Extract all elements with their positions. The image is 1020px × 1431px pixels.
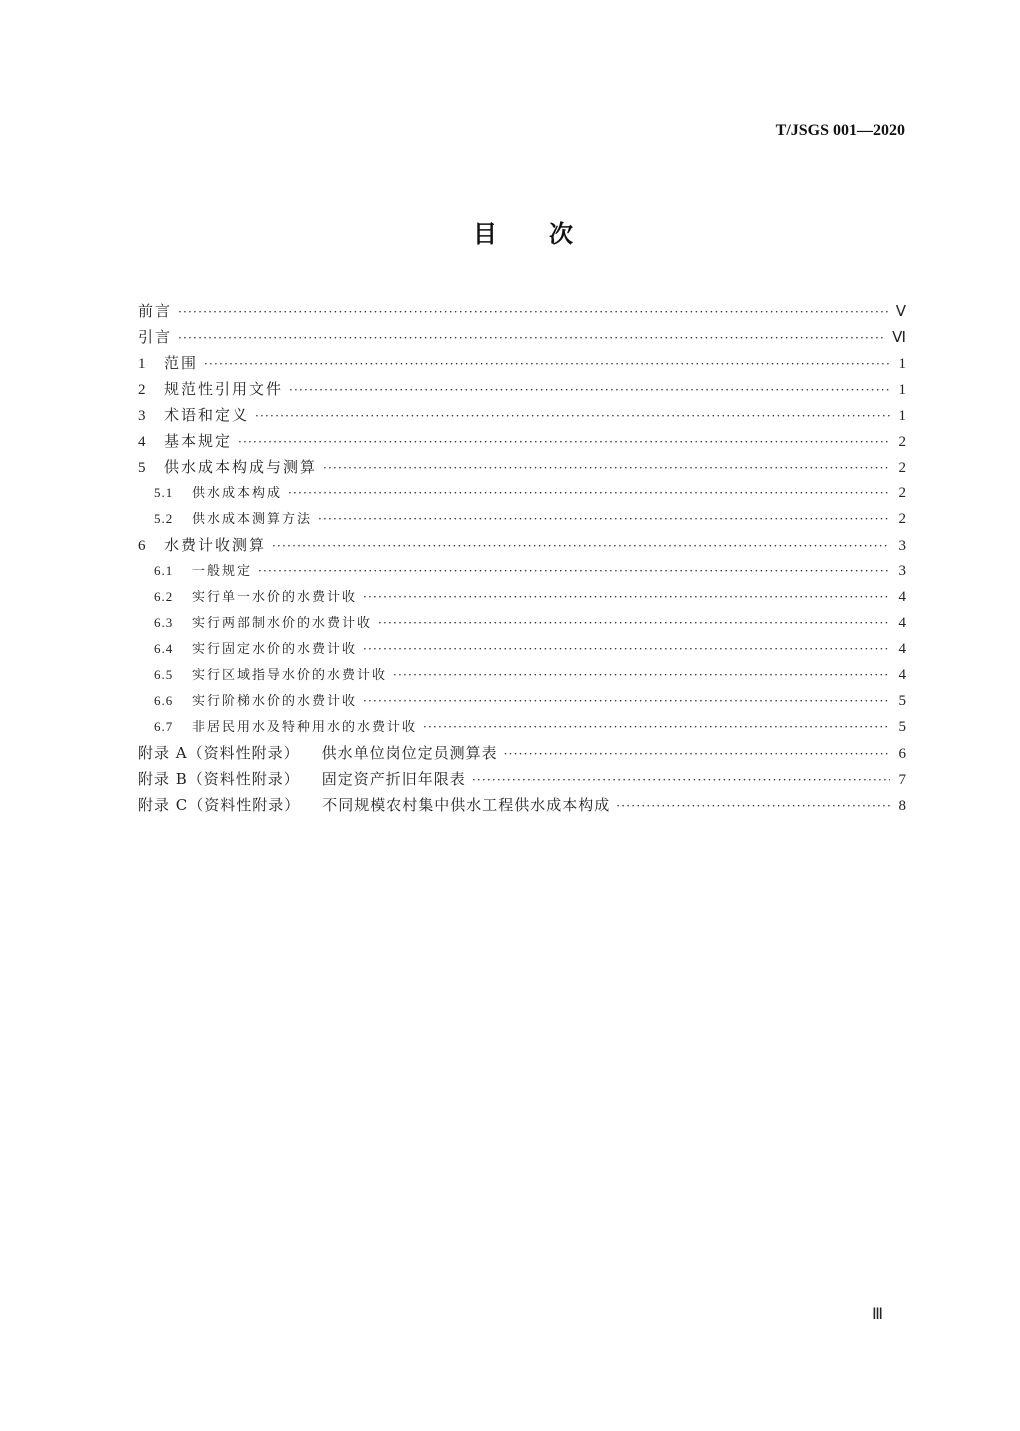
dot-leader [504, 741, 890, 766]
toc-entry-number: 6.3 [154, 615, 174, 630]
toc-entry-page: 5 [898, 719, 906, 735]
toc-entry-label: 供水成本构成 [192, 486, 283, 501]
toc-entry-page: 8 [898, 798, 906, 814]
dot-leader [255, 403, 890, 428]
standard-code: T/JSGS 001—2020 [775, 122, 905, 139]
toc-entry-5-1[interactable] [138, 480, 906, 506]
toc-entry-2[interactable] [138, 376, 906, 402]
toc-entry-foreword[interactable] [138, 298, 906, 324]
toc-entry-label: 实行固定水价的水费计收 [192, 642, 358, 657]
toc-entry-5[interactable] [138, 454, 906, 480]
toc-entry-page: 5 [898, 693, 906, 709]
dot-leader [616, 793, 890, 818]
dot-leader [323, 455, 890, 480]
dot-leader [363, 584, 890, 610]
toc-entry-label: 引言 [138, 328, 173, 346]
toc-entry-page: 4 [898, 615, 906, 631]
toc-entry-label: 不同规模农村集中供水工程供水成本构成 [322, 796, 611, 814]
appendix-prefix: 附录 A（资料性附录） [138, 744, 300, 762]
dot-leader [288, 480, 890, 506]
toc-entry-appendix-c[interactable] [138, 792, 906, 818]
toc-entry-page: Ⅵ [892, 330, 906, 346]
toc-entry-label: 供水成本测算方法 [192, 512, 313, 527]
dot-leader [272, 533, 890, 558]
toc-entry-page: 1 [898, 408, 906, 424]
toc-entry-number: 2 [138, 382, 146, 398]
toc-entry-number: 5.2 [154, 511, 174, 526]
toc-entry-page: 2 [898, 434, 906, 450]
toc-entry-label: 水费计收测算 [164, 536, 267, 554]
toc-entry-6-5[interactable] [138, 662, 906, 688]
toc-entry-label: 一般规定 [192, 564, 253, 579]
dot-leader [289, 377, 890, 402]
appendix-prefix: 附录 C（资料性附录） [138, 796, 301, 814]
toc-entry-1[interactable] [138, 350, 906, 376]
toc-entry-appendix-b[interactable] [138, 766, 906, 792]
toc-entry-4[interactable] [138, 428, 906, 454]
toc-entry-number: 6.1 [154, 563, 174, 578]
toc-entry-label: 前言 [138, 302, 173, 320]
appendix-prefix: 附录 B（资料性附录） [138, 770, 300, 788]
toc-entry-label: 非居民用水及特种用水的水费计收 [192, 720, 418, 735]
toc-entry-number: 1 [138, 356, 146, 372]
toc-entry-label: 规范性引用文件 [164, 380, 284, 398]
page-title [0, 214, 1020, 249]
toc-entry-6-1[interactable] [138, 558, 906, 584]
toc-entry-label: 实行单一水价的水费计收 [192, 590, 358, 605]
toc-entry-page: 6 [898, 746, 906, 762]
dot-leader [472, 767, 890, 792]
toc-entry-number: 3 [138, 408, 146, 424]
dot-leader [363, 636, 890, 662]
toc-entry-6-4[interactable] [138, 636, 906, 662]
toc-entry-number: 5.1 [154, 485, 174, 500]
toc-entry-number: 6.7 [154, 719, 174, 734]
toc-entry-6-7[interactable] [138, 714, 906, 740]
toc-entry-6-6[interactable] [138, 688, 906, 714]
toc-entry-number: 6.6 [154, 693, 174, 708]
dot-leader [318, 506, 890, 532]
toc-entry-page: 2 [898, 511, 906, 527]
toc-entry-5-2[interactable] [138, 506, 906, 532]
toc-entry-6[interactable] [138, 532, 906, 558]
toc-entry-label: 基本规定 [164, 432, 233, 450]
toc-entry-label: 实行两部制水价的水费计收 [192, 616, 373, 631]
toc-entry-number: 4 [138, 434, 146, 450]
toc-entry-page: 4 [898, 589, 906, 605]
toc-entry-label: 术语和定义 [164, 406, 250, 424]
dot-leader [378, 610, 890, 636]
title-char-1: 目 [473, 220, 497, 248]
dot-leader [258, 558, 890, 584]
toc-entry-page: 4 [898, 641, 906, 657]
dot-leader [423, 714, 890, 740]
dot-leader [204, 351, 890, 376]
toc-entry-label: 实行区域指导水价的水费计收 [192, 668, 388, 683]
toc-entry-3[interactable] [138, 402, 906, 428]
toc-entry-page: 2 [898, 460, 906, 476]
table-of-contents [138, 298, 906, 818]
dot-leader [363, 688, 890, 714]
toc-entry-introduction[interactable] [138, 324, 906, 350]
toc-entry-appendix-a[interactable] [138, 740, 906, 766]
dot-leader [393, 662, 890, 688]
toc-entry-page: 1 [898, 356, 906, 372]
toc-entry-label: 供水成本构成与测算 [164, 458, 318, 476]
toc-entry-label: 供水单位岗位定员测算表 [321, 744, 498, 762]
toc-entry-page: Ⅴ [895, 304, 906, 320]
toc-entry-page: 1 [898, 382, 906, 398]
dot-leader [238, 429, 890, 454]
toc-entry-number: 6.5 [154, 667, 174, 682]
toc-entry-page: 7 [898, 772, 906, 788]
toc-entry-label: 范围 [164, 354, 199, 372]
toc-entry-page: 4 [898, 667, 906, 683]
toc-entry-number: 6 [138, 538, 146, 554]
toc-entry-page: 2 [898, 485, 906, 501]
toc-entry-page: 3 [898, 563, 906, 579]
toc-entry-label: 固定资产折旧年限表 [321, 770, 466, 788]
dot-leader [178, 325, 886, 350]
toc-entry-number: 6.2 [154, 589, 174, 604]
toc-entry-number: 6.4 [154, 641, 174, 656]
toc-entry-label: 实行阶梯水价的水费计收 [192, 694, 358, 709]
dot-leader [178, 299, 890, 324]
toc-entry-page: 3 [898, 538, 906, 554]
page-number: Ⅲ [872, 1306, 884, 1323]
toc-entry-number: 5 [138, 460, 146, 476]
toc-entry-6-3[interactable] [138, 610, 906, 636]
title-char-2: 次 [549, 220, 573, 248]
toc-entry-6-2[interactable] [138, 584, 906, 610]
